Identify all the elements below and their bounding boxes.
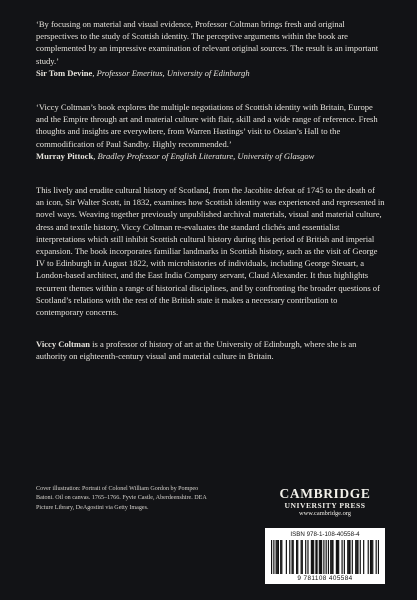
barcode-bar bbox=[320, 540, 321, 574]
barcode-bar bbox=[293, 540, 294, 574]
barcode-bar bbox=[378, 540, 379, 574]
publisher-logo bbox=[265, 487, 385, 518]
review-quote-2 bbox=[36, 101, 385, 162]
barcode-bar bbox=[371, 540, 372, 574]
barcode-bar bbox=[301, 540, 302, 574]
isbn-barcode bbox=[265, 528, 385, 584]
review-quote-1-attribution: Sir Tom Devine, Professor Emeritus, University of Edinburgh bbox=[36, 67, 250, 78]
barcode-bar bbox=[347, 540, 348, 574]
author-bio bbox=[36, 338, 385, 362]
barcode-bar bbox=[312, 540, 313, 574]
barcode-bar bbox=[348, 540, 349, 574]
barcode-bar bbox=[344, 540, 345, 574]
barcode-bar bbox=[273, 540, 274, 574]
barcode-bar bbox=[331, 540, 332, 574]
barcode-bar bbox=[372, 540, 373, 574]
barcode-bar bbox=[376, 540, 377, 574]
barcode-bar bbox=[291, 540, 292, 574]
barcode-bar bbox=[307, 540, 308, 574]
barcode-bar bbox=[337, 540, 338, 574]
barcode-bar bbox=[357, 540, 358, 574]
barcode-bar bbox=[313, 540, 314, 574]
barcode-bar bbox=[341, 540, 342, 574]
reviewer-name: Sir Tom Devine bbox=[36, 67, 93, 78]
barcode-bars bbox=[271, 540, 379, 574]
review-quote-1 bbox=[36, 18, 385, 79]
barcode-bar bbox=[271, 540, 272, 574]
barcode-bar bbox=[315, 540, 316, 574]
barcode-bar bbox=[356, 540, 357, 574]
barcode-bar bbox=[289, 540, 290, 574]
barcode-bar bbox=[323, 540, 324, 574]
barcode-bar bbox=[332, 540, 333, 574]
barcode-bar bbox=[281, 540, 282, 574]
barcode-bar bbox=[305, 540, 306, 574]
reviewer-role: Bradley Professor of English Literature, University of Glasgow bbox=[97, 150, 315, 161]
reviewer-role: Professor Emeritus, University of Edinburgh bbox=[96, 67, 250, 78]
barcode-bar bbox=[330, 540, 331, 574]
barcode-bar bbox=[336, 540, 337, 574]
barcode-bar bbox=[276, 540, 277, 574]
review-quote-2-attribution: Murray Pittock, Bradley Professor of English Literature, University of Glasgow bbox=[36, 150, 315, 161]
barcode-bar bbox=[277, 540, 278, 574]
isbn-label: ISBN 978-1-108-40558-4 bbox=[290, 531, 360, 538]
barcode-bar bbox=[286, 540, 287, 574]
barcode-bar bbox=[352, 540, 353, 574]
author-bio-text: is a professor of history of art at the University of Edinburgh, where she is an authority on eighteenth-century visual and material culture in Britain. bbox=[36, 339, 357, 362]
barcode-bar bbox=[355, 540, 356, 574]
barcode-bar bbox=[311, 540, 312, 574]
barcode-bar bbox=[321, 540, 322, 574]
barcode-bar bbox=[278, 540, 279, 574]
barcode-bar bbox=[368, 540, 369, 574]
barcode-bar bbox=[297, 540, 298, 574]
barcode-bar bbox=[349, 540, 350, 574]
reviewer-name: Murray Pittock bbox=[36, 150, 94, 161]
barcode-bar bbox=[302, 540, 303, 574]
barcode-bar bbox=[326, 540, 327, 574]
barcode-bar bbox=[328, 540, 329, 574]
barcode-bar bbox=[338, 540, 339, 574]
barcode-bar bbox=[319, 540, 320, 574]
cover-illustration-credit: Cover illustration: Portrait of Colonel William Gordon by Pompeo Batoni. Oil on canvas. 1765–1766. Fyvie Castle, Aberdeenshire. DEA Picture Library, DeAgostini via Getty Images. bbox=[36, 486, 207, 511]
barcode-bar bbox=[363, 540, 364, 574]
barcode-bar bbox=[280, 540, 281, 574]
publisher-url: www.cambridge.org bbox=[299, 510, 351, 517]
review-quote-1-text: ‘By focusing on material and visual evidence, Professor Coltman brings fresh and original perspectives to the study of Scottish identity. The perceptive arguments within the book are complemented by an impressive examination of relevant original sources. The result is an important study.’ bbox=[36, 19, 379, 66]
review-quote-2-text: ‘Viccy Coltman’s book explores the multiple negotiations of Scottish identity with Britain, Europe and the Empire through art and material culture with flair, skill and a wide range of reference. Fresh thoughts and insights are everywhere, from Warren Hastings’ visit to Ossian’s Hall to the commodification of Paul Sandby. Highly recommended.’ bbox=[36, 102, 378, 149]
author-name: Viccy Coltman bbox=[36, 339, 91, 350]
barcode-bar bbox=[370, 540, 371, 574]
barcode-bar bbox=[296, 540, 297, 574]
barcode-bar bbox=[360, 540, 361, 574]
book-description: This lively and erudite cultural history of Scotland, from the Jacobite defeat of 1745 to the death of an icon, Sir Walter Scott, in 1832, examines how Scottish identity was experienced and represented in novel ways. Weaving together previously unpublished archival materials, visual and material culture, dress and textile history, Viccy Coltman re-evaluates the standard clichés and essentialist interpretations which still inhibit Scottish cultural history during this period of British and imperial expansion. The book incorporates familiar landmarks in Scottish history, such as the visit of George IV to Edinburgh in August 1822, with microhistories of individuals, including George Steuart, a London-based architect, and the East India Company servant, Claud Alexander. It thus highlights recurrent themes within a range of historical disciplines, and by confronting the broader questions of Scotland’s relations with the rest of the British state it makes a necessary contribution to contemporary concerns. bbox=[36, 185, 385, 318]
barcode-digits: 9 781108 405584 bbox=[297, 575, 353, 582]
publisher-subname: UNIVERSITY PRESS bbox=[284, 501, 366, 510]
barcode-bar bbox=[316, 540, 317, 574]
publisher-name: CAMBRIDGE bbox=[279, 486, 371, 501]
